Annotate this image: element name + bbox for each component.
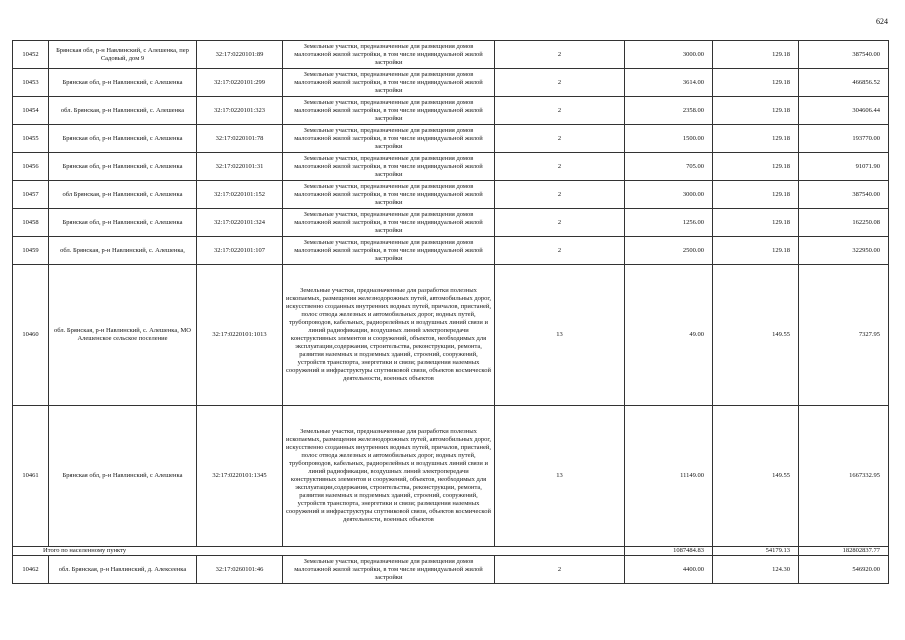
value-text: 322950.00 <box>852 246 880 254</box>
rate-text: 149.55 <box>772 472 790 479</box>
row-number <box>13 125 49 153</box>
table-row <box>13 153 889 181</box>
purpose-text: Земельные участки, предназначенные для размещения домов малоэтажной жилой застройки, в том числе индивидуальной жилой застройки <box>294 126 483 150</box>
area-cell <box>625 97 713 125</box>
address-cell <box>49 41 197 69</box>
value-text: 546920.00 <box>852 565 880 573</box>
cadastral-text: 32:17:0220101:299 <box>214 78 265 86</box>
row-number <box>13 181 49 209</box>
code-text: 2 <box>557 162 562 170</box>
area-text: 3000.00 <box>682 50 704 58</box>
code-text: 2 <box>557 218 562 226</box>
address-text: обл. Брянская, р-н Навлинский, с. Алешенка, МО Алешенское сельское поселение <box>54 327 191 342</box>
value-text: 91071.90 <box>855 162 880 170</box>
value-text: 162250.08 <box>852 218 880 226</box>
code-text: 2 <box>557 246 562 254</box>
value-cell <box>799 181 889 209</box>
value-text: 387540.00 <box>852 50 880 58</box>
value-cell <box>799 556 889 584</box>
area-text: 2358.00 <box>682 106 704 114</box>
num-text: 10456 <box>22 162 39 170</box>
cadastral-text: 32:17:0260101:46 <box>215 565 264 573</box>
value-text: 7327.95 <box>858 331 880 338</box>
area-cell <box>625 153 713 181</box>
value-text: 1667332.95 <box>849 472 880 479</box>
table-row <box>13 181 889 209</box>
table-row <box>13 69 889 97</box>
rate-text: 149.55 <box>772 331 790 338</box>
cadastral-text: 32:17:0220101:107 <box>214 246 265 254</box>
num-text: 10454 <box>22 106 39 114</box>
table-row <box>13 41 889 69</box>
group-code <box>495 153 625 181</box>
land-purpose <box>283 265 495 406</box>
table-body <box>13 41 889 584</box>
rate-cell <box>713 181 799 209</box>
purpose-text: Земельные участки, предназначенные для размещения домов малоэтажной жилой застройки, в том числе индивидуальной жилой застройки <box>294 42 483 66</box>
land-purpose <box>283 237 495 265</box>
num-text: 10459 <box>22 246 39 254</box>
area-cell <box>625 556 713 584</box>
group-code <box>495 97 625 125</box>
cadastral-text: 32:17:0220101:89 <box>215 50 264 58</box>
address-text: обл. Брянская, р-н Навлинский, с. Алешенка, <box>60 246 185 254</box>
code-text: 2 <box>557 78 562 86</box>
address-cell <box>49 265 197 406</box>
address-text: Брянская обл, р-н Навлинский, с Алешенка <box>62 78 183 86</box>
address-cell <box>49 406 197 547</box>
purpose-text: Земельные участки, предназначенные для размещения домов малоэтажной жилой застройки, в том числе индивидуальной жилой застройки <box>294 557 483 581</box>
area-cell <box>625 181 713 209</box>
land-purpose <box>283 209 495 237</box>
address-text: Брянская обл, р-н Навлинский, с Алешенка <box>62 218 183 226</box>
code-text: 13 <box>556 472 563 479</box>
group-code <box>495 181 625 209</box>
table-row <box>13 406 889 547</box>
num-text: 10461 <box>22 472 39 479</box>
cadastral-number <box>197 41 283 69</box>
cadastral-text: 32:17:0220101:1345 <box>212 472 267 479</box>
cadastral-value-table <box>12 40 889 584</box>
code-text: 2 <box>557 190 562 198</box>
cadastral-text: 32:17:0220101:1013 <box>212 331 267 338</box>
address-text: Брянская обл, р-н Навлинский, с Алешенка <box>62 134 183 142</box>
rate-text: 129.18 <box>772 246 790 254</box>
total-area-cell <box>625 547 713 556</box>
value-text: 387540.00 <box>852 190 880 198</box>
code-text: 2 <box>557 565 562 573</box>
cadastral-number <box>197 125 283 153</box>
area-cell <box>625 265 713 406</box>
purpose-text: Земельные участки, предназначенные для размещения домов малоэтажной жилой застройки, в том числе индивидуальной жилой застройки <box>294 182 483 206</box>
num-text: 10455 <box>22 134 39 142</box>
group-code <box>495 556 625 584</box>
address-cell <box>49 125 197 153</box>
rate-text: 129.18 <box>772 106 790 114</box>
cadastral-text: 32:17:0220101:78 <box>215 134 264 142</box>
cadastral-number <box>197 97 283 125</box>
code-text: 13 <box>556 331 563 338</box>
total-label: Итого по населенному пункту <box>43 547 127 554</box>
purpose-text: Земельные участки, предназначенные для разработки полезных ископаемых, размещения железнодорожных путей, автомобильных дорог, искусственно созданных внутренних водных путей, причалов, пристаней, полос отвода железных и автомобильных дорог, водных путей, трубопроводов, кабельных, радиорелейных и воздушных линий связи и линий радиофикации, воздушных линий электропередачи конструктивных элементов и сооружений, объектов, необходимых для эксплуатации,содержания, строительства, реконструкции, ремонта, развития наземных и подземных зданий, строений, сооружений, устройств транспорта, энергетики и связи; размещения наземных сооружений и инфраструктуры спутниковой связи, объектов космической деятельности, военных объектов <box>285 428 492 523</box>
address-cell <box>49 209 197 237</box>
value-text: 466856.52 <box>852 78 880 86</box>
cadastral-text: 32:17:0220101:152 <box>214 190 265 198</box>
address-text: обл. Брянская, р-н Навлинский, с. Алешенка <box>60 106 185 114</box>
table-row <box>13 265 889 406</box>
area-text: 1500.00 <box>682 134 704 142</box>
area-text: 705.00 <box>686 162 704 170</box>
cadastral-text: 32:17:0220101:324 <box>214 218 265 226</box>
area-text: 11149.00 <box>680 472 704 479</box>
land-purpose <box>283 97 495 125</box>
land-purpose <box>283 556 495 584</box>
purpose-text: Земельные участки, предназначенные для размещения домов малоэтажной жилой застройки, в том числе индивидуальной жилой застройки <box>294 98 483 122</box>
area-text: 1256.00 <box>682 218 704 226</box>
rate-text: 129.18 <box>772 190 790 198</box>
area-text: 3000.00 <box>682 190 704 198</box>
address-text: обл. Брянская, р-н Навлинский, д. Алексеенка <box>58 565 187 573</box>
rate-cell <box>713 265 799 406</box>
total-area: 1087484.83 <box>673 547 704 554</box>
land-purpose <box>283 406 495 547</box>
row-number <box>13 69 49 97</box>
purpose-text: Земельные участки, предназначенные для размещения домов малоэтажной жилой застройки, в том числе индивидуальной жилой застройки <box>294 210 483 234</box>
rate-cell <box>713 209 799 237</box>
rate-cell <box>713 237 799 265</box>
table-row <box>13 237 889 265</box>
group-code <box>495 41 625 69</box>
table-row <box>13 209 889 237</box>
area-cell <box>625 237 713 265</box>
area-cell <box>625 69 713 97</box>
area-cell <box>625 406 713 547</box>
num-text: 10452 <box>22 50 39 58</box>
rate-text: 129.18 <box>772 78 790 86</box>
row-number <box>13 97 49 125</box>
land-purpose <box>283 41 495 69</box>
value-cell <box>799 265 889 406</box>
address-text: обл Брянская, р-н Навлинский, с Алешенка <box>62 190 183 198</box>
total-rate-cell <box>713 547 799 556</box>
table-row <box>13 556 889 584</box>
value-cell <box>799 153 889 181</box>
code-text: 2 <box>557 106 562 114</box>
area-text: 2500.00 <box>682 246 704 254</box>
rate-cell <box>713 556 799 584</box>
purpose-text: Земельные участки, предназначенные для размещения домов малоэтажной жилой застройки, в том числе индивидуальной жилой застройки <box>294 154 483 178</box>
address-text: Брянская обл, р-н Навлинский, с Алешенка, пер Садовый, дом 9 <box>56 46 189 62</box>
cadastral-number <box>197 209 283 237</box>
address-cell <box>49 97 197 125</box>
table-row <box>13 97 889 125</box>
area-text: 3614.00 <box>682 78 704 86</box>
total-row <box>13 547 889 556</box>
rate-cell <box>713 406 799 547</box>
area-cell <box>625 125 713 153</box>
cadastral-number <box>197 237 283 265</box>
value-text: 304606.44 <box>852 106 880 114</box>
cadastral-number <box>197 69 283 97</box>
purpose-text: Земельные участки, предназначенные для разработки полезных ископаемых, размещения железнодорожных путей, автомобильных дорог, искусственно созданных внутренних водных путей, причалов, пристаней, полос отвода железных и автомобильных дорог, водных путей, трубопроводов, кабельных, радиорелейных и воздушных линий связи и линий радиофикации, воздушных линий электропередачи конструктивных элементов и сооружений, объектов, необходимых для эксплуатации,содержания, строительства, реконструкции, ремонта, развития наземных и подземных зданий, строений, сооружений, устройств транспорта, энергетики и связи; размещения наземных сооружений и инфраструктуры спутниковой связи, объектов космической деятельности, военных объектов <box>285 287 492 382</box>
address-text: Брянская обл, р-н Навлинский, с Алешенка <box>62 162 183 170</box>
group-code <box>495 69 625 97</box>
num-text: 10460 <box>22 331 39 338</box>
row-number <box>13 209 49 237</box>
value-cell <box>799 97 889 125</box>
address-cell <box>49 153 197 181</box>
land-purpose <box>283 125 495 153</box>
land-purpose <box>283 181 495 209</box>
row-number-text: 10462 <box>22 565 39 573</box>
code-text: 2 <box>557 50 562 58</box>
purpose-text: Земельные участки, предназначенные для размещения домов малоэтажной жилой застройки, в том числе индивидуальной жилой застройки <box>294 70 483 94</box>
num-text: 10453 <box>22 78 39 86</box>
rate-cell <box>713 69 799 97</box>
rate-text: 129.18 <box>772 162 790 170</box>
rate-cell <box>713 125 799 153</box>
value-cell <box>799 125 889 153</box>
value-text: 193770.00 <box>852 134 880 142</box>
address-cell <box>49 181 197 209</box>
row-number <box>13 265 49 406</box>
cadastral-number <box>197 181 283 209</box>
cadastral-number <box>197 265 283 406</box>
group-code <box>495 406 625 547</box>
group-code <box>495 209 625 237</box>
row-number <box>13 406 49 547</box>
group-code <box>495 125 625 153</box>
page-number: 624 <box>876 17 888 26</box>
purpose-text: Земельные участки, предназначенные для размещения домов малоэтажной жилой застройки, в том числе индивидуальной жилой застройки <box>294 238 483 262</box>
row-number <box>13 41 49 69</box>
group-code <box>495 265 625 406</box>
rate-text: 129.18 <box>772 50 790 58</box>
row-number <box>13 153 49 181</box>
rate-cell <box>713 153 799 181</box>
area-text: 4400.00 <box>682 565 704 573</box>
land-purpose <box>283 69 495 97</box>
value-cell <box>799 237 889 265</box>
cadastral-number <box>197 406 283 547</box>
value-cell <box>799 209 889 237</box>
row-number <box>13 556 49 584</box>
group-code <box>495 237 625 265</box>
address-cell <box>49 556 197 584</box>
area-cell <box>625 41 713 69</box>
address-cell <box>49 69 197 97</box>
value-cell <box>799 406 889 547</box>
rate-cell <box>713 97 799 125</box>
address-text: Брянская обл, р-н Навлинский, с Алешенка <box>62 472 183 479</box>
total-value-cell <box>799 547 889 556</box>
value-cell <box>799 69 889 97</box>
land-purpose <box>283 153 495 181</box>
area-text: 49.00 <box>689 331 704 338</box>
address-cell <box>49 237 197 265</box>
total-label-cell <box>13 547 625 556</box>
cadastral-text: 32:17:0220101:31 <box>215 162 264 170</box>
cadastral-text: 32:17:0220101:323 <box>214 106 265 114</box>
value-cell <box>799 41 889 69</box>
num-text: 10457 <box>22 190 39 198</box>
total-rate: 54179.13 <box>765 547 790 554</box>
rate-text: 129.18 <box>772 218 790 226</box>
table-row <box>13 125 889 153</box>
area-cell <box>625 209 713 237</box>
cadastral-number <box>197 153 283 181</box>
code-text: 2 <box>557 134 562 142</box>
rate-text: 124.30 <box>772 565 790 573</box>
total-value: 182802837.77 <box>842 547 880 554</box>
cadastral-number <box>197 556 283 584</box>
rate-cell <box>713 41 799 69</box>
rate-text: 129.18 <box>772 134 790 142</box>
num-text: 10458 <box>22 218 39 226</box>
row-number <box>13 237 49 265</box>
